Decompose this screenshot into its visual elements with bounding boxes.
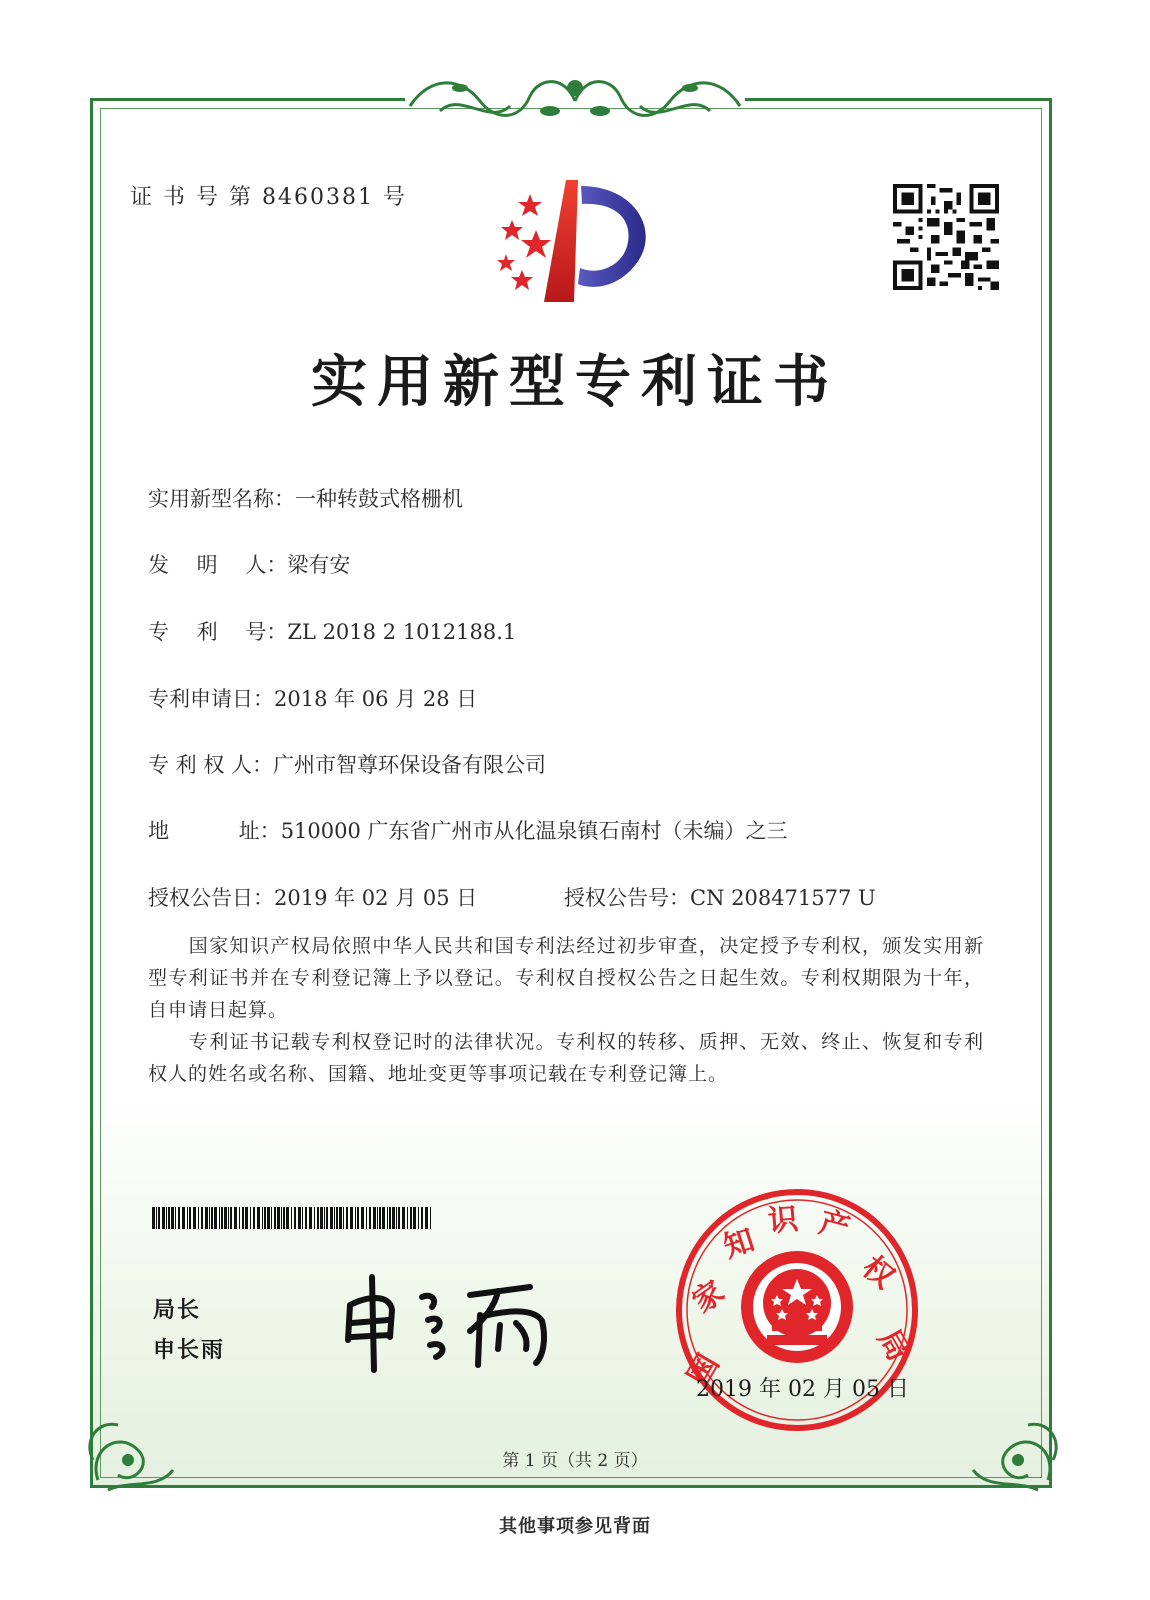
barcode-bar: [294, 1207, 296, 1229]
field-label: 专利申请日：: [148, 687, 274, 711]
field-label: 专 利 号：: [148, 620, 288, 644]
field-value: 2019 年 02 月 05 日: [274, 886, 478, 910]
svg-text:家: 家: [686, 1274, 731, 1321]
barcode-bar: [339, 1207, 342, 1229]
barcode-bar: [324, 1207, 325, 1229]
barcode-bar: [366, 1207, 367, 1229]
barcode-bar: [314, 1207, 315, 1229]
field-label: 授权公告号：: [564, 886, 690, 910]
director-title: 局长: [153, 1298, 202, 1323]
barcode-bar: [201, 1207, 203, 1229]
field-patent-number: [148, 616, 516, 646]
barcode-bar: [350, 1207, 353, 1229]
barcode-bar: [166, 1207, 167, 1229]
barcode-bar: [187, 1207, 188, 1229]
field-filing-date: [148, 683, 477, 713]
field-inventor: [148, 549, 350, 579]
barcode-bar: [382, 1207, 385, 1229]
barcode-bar: [230, 1207, 232, 1229]
barcode-bar: [209, 1207, 210, 1229]
barcode-bar: [277, 1207, 280, 1229]
barcode-bar: [224, 1207, 227, 1229]
barcode-bar: [343, 1207, 344, 1229]
barcode-bar: [402, 1207, 405, 1229]
corner-ornament-icon: [78, 1390, 188, 1500]
director-name: 申长雨: [153, 1338, 226, 1363]
barcode-bar: [389, 1207, 391, 1229]
barcode-bar: [221, 1207, 223, 1229]
barcode-bar: [413, 1207, 416, 1229]
barcode-bar: [257, 1207, 260, 1229]
barcode-bar: [410, 1207, 412, 1229]
seal-date: 2019 年 02 月 05 日: [696, 1377, 909, 1402]
top-ornament-icon: [400, 66, 750, 136]
barcode-bar: [198, 1207, 199, 1229]
barcode-bar: [245, 1207, 248, 1229]
barcode-bar: [250, 1207, 251, 1229]
body-paragraph-2: 专利证书记载专利权登记时的法律状况。专利权的转移、质押、无效、终止、恢复和专利权人的姓名或名称、国籍、地址变更等事项记载在专利登记簿上。: [148, 1031, 984, 1085]
barcode-bar: [396, 1207, 397, 1229]
svg-text:知: 知: [719, 1222, 759, 1266]
barcode-bar: [253, 1207, 255, 1229]
barcode-bar: [234, 1207, 237, 1229]
field-label: 发 明 人：: [148, 553, 288, 577]
svg-text:识: 识: [766, 1201, 800, 1240]
barcode-bar: [336, 1207, 338, 1229]
barcode-bar: [392, 1207, 395, 1229]
barcode-bar: [152, 1207, 155, 1229]
barcode-bar: [182, 1207, 185, 1229]
barcode-bar: [302, 1207, 303, 1229]
barcode-bar: [228, 1207, 229, 1229]
barcode-bar: [162, 1207, 165, 1229]
barcode-bar: [309, 1207, 312, 1229]
handwritten-signature-icon: [330, 1265, 580, 1375]
barcode-bar: [242, 1207, 244, 1229]
svg-text:产: 产: [815, 1205, 854, 1247]
barcode-bar: [425, 1207, 428, 1229]
barcode-bar: [330, 1207, 333, 1229]
page-number: 第 1 页（共 2 页）: [502, 1451, 648, 1471]
barcode-bar: [219, 1207, 220, 1229]
barcode-bar: [175, 1207, 176, 1229]
barcode-bar: [267, 1207, 270, 1229]
cnipa-emblem-icon: [486, 172, 656, 307]
barcode-bar: [211, 1207, 213, 1229]
field-grant-date: [148, 882, 477, 912]
barcode-bar: [291, 1207, 292, 1229]
barcode-bar: [357, 1207, 359, 1229]
barcode-bar: [326, 1207, 328, 1229]
barcode-bar: [346, 1207, 348, 1229]
barcode-bar: [171, 1207, 174, 1229]
barcode-bar: [286, 1207, 289, 1229]
svg-text:权: 权: [855, 1249, 901, 1296]
barcode-bar: [205, 1207, 208, 1229]
svg-text:局: 局: [870, 1323, 916, 1367]
field-label: 实用新型名称：: [148, 487, 295, 511]
field-label: 地 址：: [148, 819, 281, 843]
corner-ornament-icon: [958, 1390, 1068, 1500]
barcode-bar: [298, 1207, 301, 1229]
barcode-bar: [387, 1207, 388, 1229]
barcode-bar: [178, 1207, 180, 1229]
certificate-title: 实用新型专利证书: [311, 349, 839, 415]
barcode-bar: [317, 1207, 319, 1229]
barcode-bar: [156, 1207, 157, 1229]
field-label: 专 利 权 人：: [148, 753, 274, 777]
barcode-bar: [189, 1207, 191, 1229]
barcode-bar: [398, 1207, 400, 1229]
field-label: 授权公告日：: [148, 886, 274, 910]
barcode-bar: [214, 1207, 217, 1229]
barcode-bar: [421, 1207, 423, 1229]
barcode-bar: [264, 1207, 266, 1229]
body-paragraph-1: 国家知识产权局依照中华人民共和国专利法经过初步审查，决定授予专利权，颁发实用新型专利证书并在专利登记簿上予以登记。专利权自授权公告之日起生效。专利权期限为十年，自申请日起算。: [148, 935, 984, 1021]
barcode-bar: [361, 1207, 364, 1229]
field-value: 广州市智尊环保设备有限公司: [273, 753, 547, 777]
field-value: ZL 2018 2 1012188.1: [287, 620, 517, 644]
barcode-bar: [274, 1207, 276, 1229]
field-value: 梁有安: [287, 553, 351, 577]
qr-code-icon: [893, 184, 999, 290]
barcode-bar: [373, 1207, 376, 1229]
barcode-bar: [262, 1207, 263, 1229]
barcode-bar: [305, 1207, 307, 1229]
barcode-bar: [377, 1207, 378, 1229]
field-value: CN 208471577 U: [690, 886, 876, 910]
field-value: 2018 年 06 月 28 日: [274, 687, 478, 711]
barcode-bar: [158, 1207, 160, 1229]
field-grant-number: [564, 882, 876, 912]
field-value: 510000 广东省广州市从化温泉镇石南村（未编）之三: [280, 819, 788, 843]
barcode-bar: [320, 1207, 323, 1229]
svg-text:国: 国: [681, 1348, 727, 1392]
barcode-bar: [168, 1207, 170, 1229]
footer-note: 其他事项参见背面: [499, 1516, 651, 1537]
certificate-number: 证 书 号 第 8460381 号: [130, 185, 407, 210]
field-utility-model-name: [148, 483, 463, 513]
barcode-bar: [407, 1207, 408, 1229]
barcode-icon: [152, 1207, 434, 1229]
barcode-bar: [283, 1207, 285, 1229]
field-patentee: [148, 749, 546, 779]
barcode-bar: [430, 1207, 431, 1229]
field-value: 一种转鼓式格栅机: [295, 487, 463, 511]
barcode-bar: [281, 1207, 282, 1229]
barcode-bar: [193, 1207, 196, 1229]
barcode-bar: [355, 1207, 356, 1229]
barcode-bar: [271, 1207, 272, 1229]
barcode-bar: [369, 1207, 371, 1229]
barcode-bar: [379, 1207, 381, 1229]
barcode-bar: [418, 1207, 419, 1229]
field-address: [148, 815, 788, 845]
barcode-bar: [239, 1207, 240, 1229]
barcode-bar: [334, 1207, 335, 1229]
